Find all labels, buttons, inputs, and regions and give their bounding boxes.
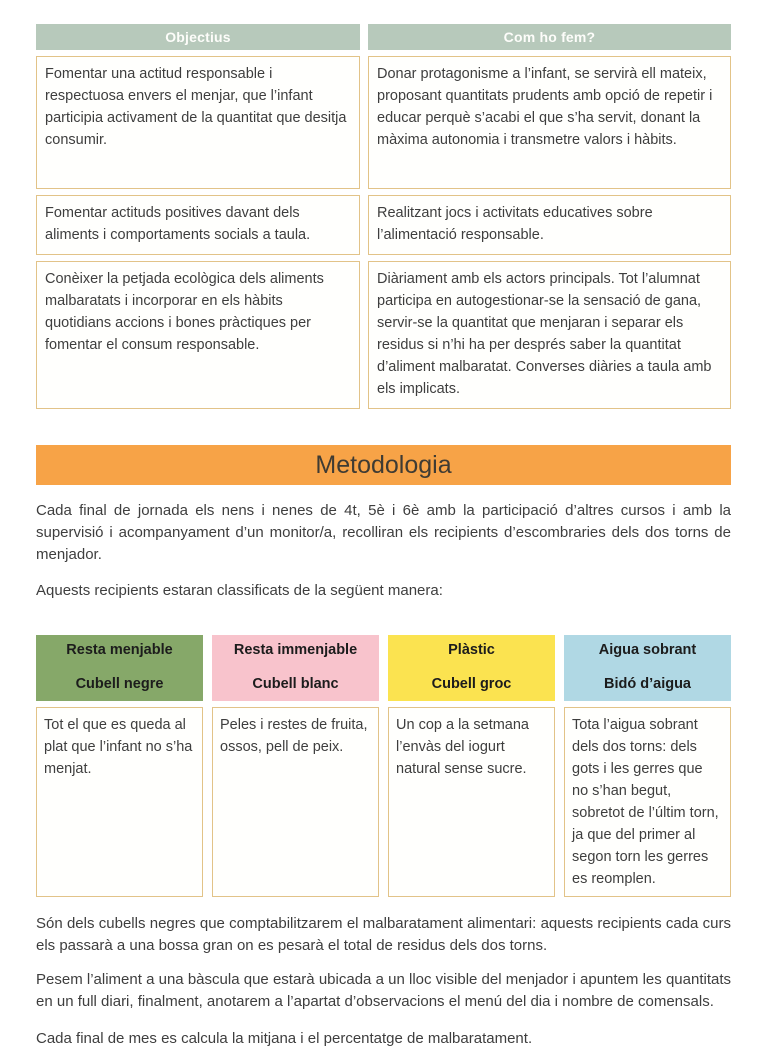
how-cell-3: Diàriament amb els actors principals. Tot l’alumnat participa en autogestionar-se la sensació de gana, servir-se la quantitat que menjaran i separar els residus si n’hi ha per després saber la quantitat d’aliment malbaratat. Converses diàries a taula amb els implicats.	[368, 261, 731, 409]
closing-paragraph-scale: Pesem l’aliment a una bàscula que estarà ubicada a un lloc visible del menjador i apuntem les quantitats en un full diari, finalment, anotarem a l’apartat d’observacions el menú del dia i nombre de comensals.	[36, 971, 731, 1010]
methodology-banner	[36, 445, 731, 485]
closing-paragraph-weighing-bins: Són dels cubells negres que comptabilitzarem el malbaratament alimentari: aquests recipients cada curs els passarà a una bossa gran on es pesarà el total de residus dels dos torns.	[36, 915, 731, 954]
bin-header-plastic	[388, 635, 555, 701]
bin-container-label: Cubell negre	[75, 676, 164, 692]
methodology-intro-paragraph: Cada final de jornada els nens i nenes de 4t, 5è i 6è amb la participació d’altres cursos i amb la supervisió i acompanyament d’un monitor/a, recolliran els recipients d’escombraries dels dos torns de menjador.	[36, 502, 731, 563]
objectives-table	[36, 24, 731, 409]
how-cell-2: Realitzant jocs i activitats educatives sobre l’alimentació responsable.	[368, 195, 731, 255]
closing-paragraph-monthly-average: Cada final de mes es calcula la mitjana i el percentatge de malbaratament.	[36, 1030, 533, 1047]
bin-header-resta-menjable	[36, 635, 203, 701]
bin-header-resta-immenjable	[212, 635, 379, 701]
bin-category-label: Plàstic	[448, 642, 495, 658]
bin-container-label: Bidó d’aigua	[604, 676, 691, 692]
objectives-table-header-com-ho-fem: Com ho fem?	[368, 24, 731, 50]
bin-description-aigua-sobrant: Tota l’aigua sobrant dels dos torns: dels gots i les gerres que no s’han begut, sobretot de l’últim torn, ja que del primer al segon torn les gerres es reomplen.	[564, 707, 731, 897]
objective-cell-1: Fomentar una actitud responsable i respectuosa envers el menjar, que l’infant participia activament de la quantitat que desitja consumir.	[36, 56, 360, 189]
bin-description-resta-menjable: Tot el que es queda al plat que l’infant no s’ha menjat.	[36, 707, 203, 897]
bins-table	[36, 635, 731, 897]
bin-container-label: Cubell blanc	[252, 676, 339, 692]
bin-category-label: Aigua sobrant	[598, 642, 697, 658]
how-cell-1: Donar protagonisme a l’infant, se servirà ell mateix, proposant quantitats prudents amb opció de repetir i educar perquè s’acabi el que s’ha servit, donant la màxima autonomia i transmetre valors i hàbits.	[368, 56, 731, 189]
objective-cell-3: Conèixer la petjada ecològica dels aliments malbaratats i incorporar en els hàbits quotidians accions i bones pràctiques per fomentar el consum responsable.	[36, 261, 360, 409]
bin-header-aigua-sobrant	[564, 635, 731, 701]
classification-lead-paragraph: Aquests recipients estaran classificats de la següent manera:	[36, 582, 443, 599]
bin-category-label: Resta menjable	[66, 642, 173, 658]
bin-description-resta-immenjable: Peles i restes de fruita, ossos, pell de peix.	[212, 707, 379, 897]
bin-category-label: Resta immenjable	[233, 642, 358, 658]
objectives-table-header-objectius: Objectius	[36, 24, 360, 50]
bin-description-plastic: Un cop a la setmana l’envàs del iogurt natural sense sucre.	[388, 707, 555, 897]
objective-cell-2: Fomentar actituds positives davant dels aliments i comportaments socials a taula.	[36, 195, 360, 255]
bin-container-label: Cubell groc	[431, 676, 512, 692]
methodology-title: Metodologia	[315, 450, 452, 479]
